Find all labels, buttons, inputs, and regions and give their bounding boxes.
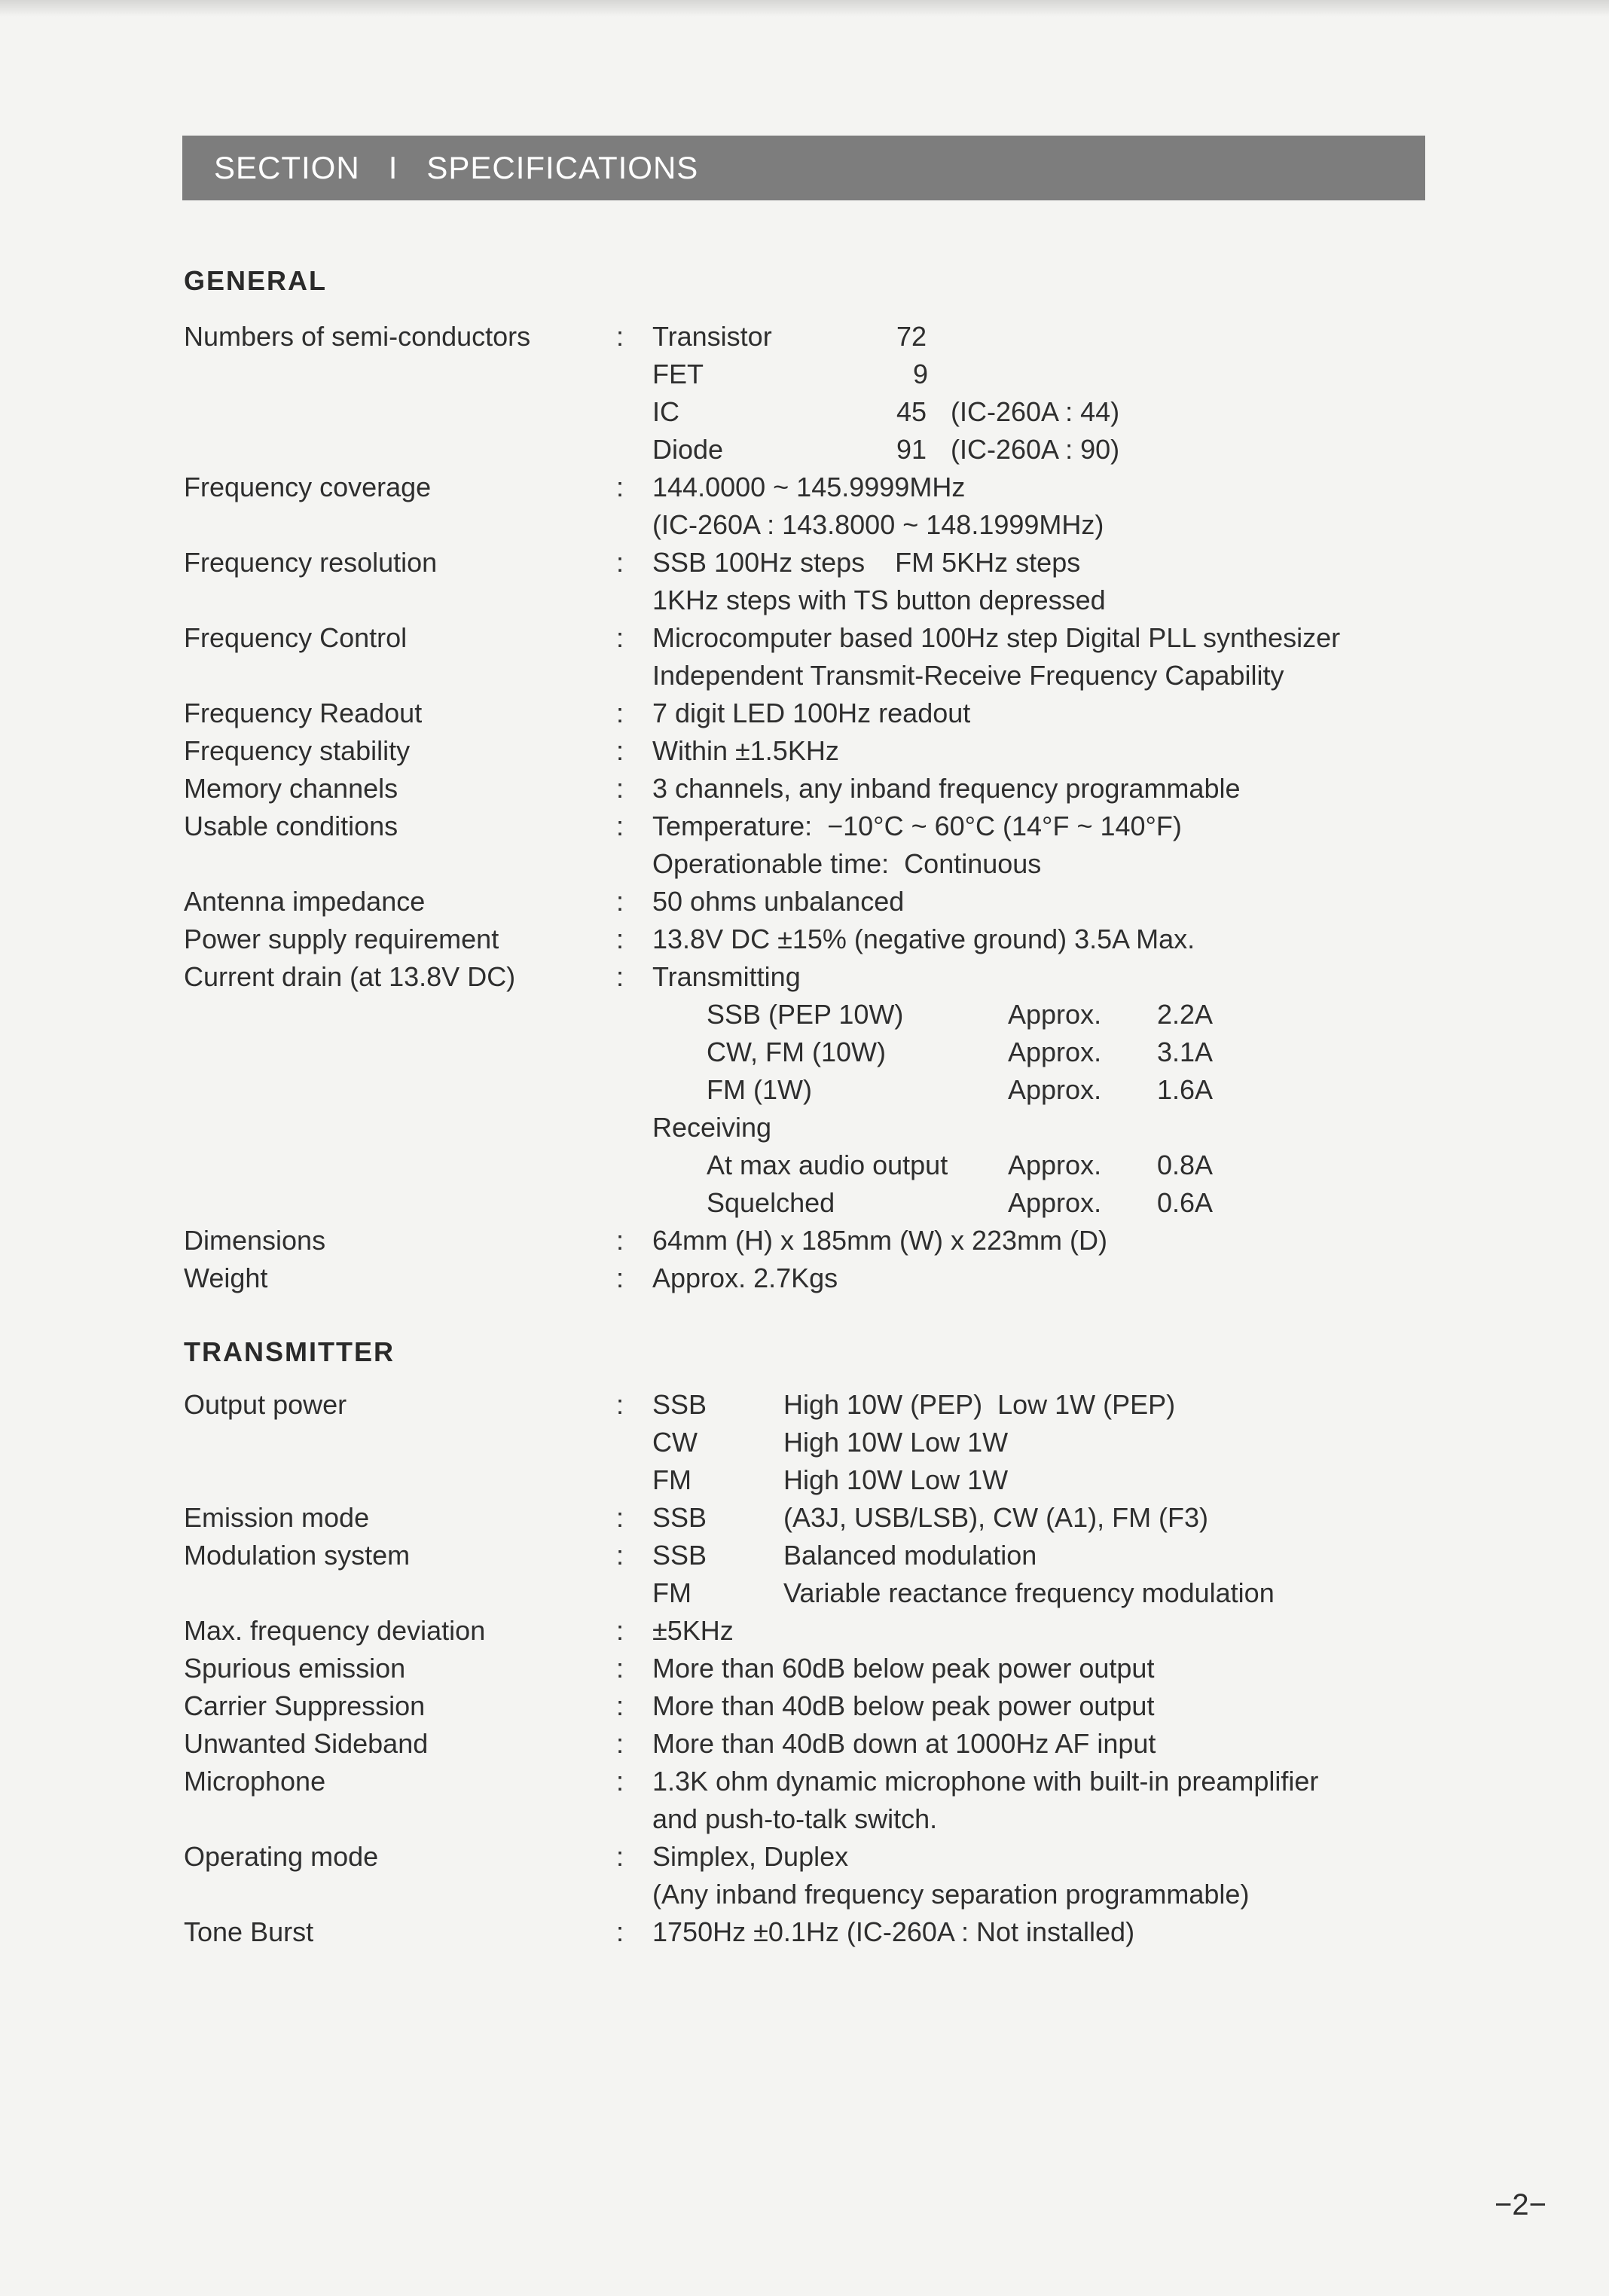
drain-mode: FM (1W) (707, 1074, 812, 1105)
mode-code: FM (652, 1577, 692, 1608)
spec-value: More than 60dB below peak power output (652, 1653, 1155, 1684)
colon: : (616, 1262, 624, 1293)
spec-value: 13.8V DC ±15% (negative ground) 3.5A Max. (652, 924, 1195, 954)
colon: : (616, 1225, 624, 1256)
spec-value: Approx. 2.7Kgs (652, 1262, 838, 1293)
colon: : (616, 1916, 624, 1947)
mode-code: SSB (652, 1540, 707, 1571)
section-title-bar (182, 136, 1425, 200)
spec-row-operating-mode-2 (0, 1876, 1609, 1913)
spec-label: Frequency stability (184, 735, 411, 766)
semiconductor-count: 72 (896, 321, 927, 352)
spec-value: Transmitting (652, 961, 801, 992)
spec-row-max-deviation (0, 1612, 1609, 1650)
spec-row-frequency-control-2 (0, 657, 1609, 695)
spec-label: Antenna impedance (184, 886, 426, 917)
mode-desc: High 10W Low 1W (783, 1464, 1009, 1495)
spec-label: Frequency coverage (184, 472, 432, 502)
colon: : (616, 1389, 624, 1420)
spec-value: 1.3K ohm dynamic microphone with built-in preamplifier (652, 1766, 1319, 1797)
mode-desc: (A3J, USB/LSB), CW (A1), FM (F3) (783, 1502, 1209, 1533)
semiconductor-note: (IC-260A : 44) (951, 396, 1120, 427)
spec-value: 64mm (H) x 185mm (W) x 223mm (D) (652, 1225, 1108, 1256)
spec-value: Independent Transmit-Receive Frequency Capability (652, 660, 1284, 691)
drain-amps: 0.8A (1157, 1150, 1214, 1180)
spec-value: 1750Hz ±0.1Hz (IC-260A : Not installed) (652, 1916, 1135, 1947)
drain-amps: 0.6A (1157, 1187, 1214, 1218)
drain-mode: Squelched (707, 1187, 835, 1218)
colon: : (616, 1841, 624, 1872)
spec-label: Dimensions (184, 1225, 326, 1256)
colon: : (616, 1653, 624, 1684)
modulation-system-fm (0, 1574, 1609, 1612)
drain-amps: 1.6A (1157, 1074, 1214, 1105)
drain-approx: Approx. (1008, 1150, 1102, 1180)
mode-code: FM (652, 1464, 692, 1495)
colon: : (616, 698, 624, 728)
colon: : (616, 1766, 624, 1797)
semiconductor-name: Transistor (652, 321, 772, 352)
spec-label: Carrier Suppression (184, 1690, 426, 1721)
spec-row-modulation-system (0, 1537, 1609, 1574)
spec-label: Usable conditions (184, 811, 398, 841)
general-heading: GENERAL (184, 265, 328, 296)
drain-approx: Approx. (1008, 1037, 1102, 1067)
output-power-cw (0, 1424, 1609, 1461)
section-title: SECTION I SPECIFICATIONS (214, 150, 699, 185)
spec-row-frequency-readout (0, 695, 1609, 732)
colon: : (616, 773, 624, 804)
spec-value: Simplex, Duplex (652, 1841, 849, 1872)
spec-value: 1KHz steps with TS button depressed (652, 585, 1106, 615)
spec-label: Frequency Readout (184, 698, 423, 728)
current-drain-rx-row (0, 1146, 1609, 1184)
colon: : (616, 1540, 624, 1571)
spec-row-microphone-2 (0, 1800, 1609, 1838)
spec-value: 50 ohms unbalanced (652, 886, 905, 917)
colon: : (616, 961, 624, 992)
spec-label: Unwanted Sideband (184, 1728, 429, 1759)
spec-value: Microcomputer based 100Hz step Digital PLL synthesizer (652, 622, 1341, 653)
drain-approx: Approx. (1008, 1187, 1102, 1218)
colon: : (616, 1690, 624, 1721)
colon: : (616, 321, 624, 352)
colon: : (616, 622, 624, 653)
drain-approx: Approx. (1008, 1074, 1102, 1105)
current-drain-tx-row (0, 996, 1609, 1034)
mode-code: SSB (652, 1502, 707, 1533)
spec-row-frequency-resolution (0, 544, 1609, 582)
spec-row-frequency-resolution-2 (0, 582, 1609, 619)
colon: : (616, 472, 624, 502)
current-drain-tx-row (0, 1034, 1609, 1071)
semiconductor-name: IC (652, 396, 679, 427)
mode-code: CW (652, 1427, 698, 1458)
spec-label: Power supply requirement (184, 924, 499, 954)
spec-value: and push-to-talk switch. (652, 1803, 938, 1834)
spec-label: Tone Burst (184, 1916, 314, 1947)
drain-mode: CW, FM (10W) (707, 1037, 886, 1067)
spec-row-spurious-emission (0, 1650, 1609, 1687)
mode-code: SSB (652, 1389, 707, 1420)
spec-value: Receiving (652, 1112, 772, 1143)
mode-desc: High 10W (PEP) Low 1W (PEP) (783, 1389, 1176, 1420)
drain-amps: 2.2A (1157, 999, 1214, 1030)
spec-row-frequency-control (0, 619, 1609, 657)
spec-row-semiconductors-diode (0, 431, 1609, 469)
colon: : (616, 811, 624, 841)
spec-label: Output power (184, 1389, 347, 1420)
colon: : (616, 1502, 624, 1533)
spec-row-semiconductors-ic (0, 393, 1609, 431)
drain-amps: 3.1A (1157, 1037, 1214, 1067)
semiconductor-count: 9 (913, 359, 929, 389)
spec-row-usable-conditions (0, 808, 1609, 845)
semiconductor-count: 45 (896, 396, 927, 427)
spec-label: Emission mode (184, 1502, 370, 1533)
spec-label: Operating mode (184, 1841, 379, 1872)
spec-label: Microphone (184, 1766, 326, 1797)
mode-desc: High 10W Low 1W (783, 1427, 1009, 1458)
colon: : (616, 1728, 624, 1759)
spec-label: Memory channels (184, 773, 398, 804)
drain-mode: SSB (PEP 10W) (707, 999, 904, 1030)
spec-label: Spurious emission (184, 1653, 406, 1684)
colon: : (616, 924, 624, 954)
spec-row-output-power (0, 1386, 1609, 1424)
spec-row-usable-conditions-2 (0, 845, 1609, 883)
spec-value: 3 channels, any inband frequency programmable (652, 773, 1241, 804)
spec-row-current-drain (0, 958, 1609, 996)
spec-row-frequency-coverage-2 (0, 506, 1609, 544)
drain-approx: Approx. (1008, 999, 1102, 1030)
colon: : (616, 735, 624, 766)
spec-row-microphone (0, 1763, 1609, 1800)
spec-row-antenna-impedance (0, 883, 1609, 921)
current-drain-tx-row (0, 1071, 1609, 1109)
spec-value: 7 digit LED 100Hz readout (652, 698, 971, 728)
spec-label: Numbers of semi-conductors (184, 321, 531, 352)
colon: : (616, 886, 624, 917)
transmitter-heading: TRANSMITTER (184, 1336, 395, 1367)
spec-row-power-supply (0, 921, 1609, 958)
spec-value: More than 40dB below peak power output (652, 1690, 1155, 1721)
semiconductor-name: Diode (652, 434, 724, 465)
colon: : (616, 1615, 624, 1646)
colon: : (616, 547, 624, 578)
spec-label: Frequency Control (184, 622, 408, 653)
current-drain-receiving (0, 1109, 1609, 1146)
spec-row-unwanted-sideband (0, 1725, 1609, 1763)
spec-value: ±5KHz (652, 1615, 734, 1646)
spec-value: 144.0000 ~ 145.9999MHz (652, 472, 966, 502)
mode-desc: Variable reactance frequency modulation (783, 1577, 1275, 1608)
spec-row-dimensions (0, 1222, 1609, 1259)
semiconductor-count: 91 (896, 434, 927, 465)
spec-row-emission-mode (0, 1499, 1609, 1537)
spec-label: Modulation system (184, 1540, 411, 1571)
output-power-fm (0, 1461, 1609, 1499)
spec-value: (IC-260A : 143.8000 ~ 148.1999MHz) (652, 509, 1104, 540)
spec-row-frequency-coverage (0, 469, 1609, 506)
semiconductor-name: FET (652, 359, 704, 389)
spec-row-operating-mode (0, 1838, 1609, 1876)
drain-mode: At max audio output (707, 1150, 948, 1180)
spec-label: Current drain (at 13.8V DC) (184, 961, 516, 992)
spec-value: SSB 100Hz steps FM 5KHz steps (652, 547, 1081, 578)
spec-value: Within ±1.5KHz (652, 735, 839, 766)
spec-label: Weight (184, 1262, 268, 1293)
spec-row-weight (0, 1259, 1609, 1297)
spec-row-frequency-stability (0, 732, 1609, 770)
spec-value: More than 40dB down at 1000Hz AF input (652, 1728, 1156, 1759)
mode-desc: Balanced modulation (783, 1540, 1037, 1571)
page-number: −2− (1495, 2188, 1546, 2221)
spec-row-memory-channels (0, 770, 1609, 808)
spec-value: (Any inband frequency separation programmable) (652, 1879, 1250, 1910)
spec-row-carrier-suppression (0, 1687, 1609, 1725)
spec-row-semiconductors (0, 318, 1609, 356)
spec-value: Temperature: −10°C ~ 60°C (14°F ~ 140°F) (652, 811, 1182, 841)
current-drain-rx-row (0, 1184, 1609, 1222)
spec-label: Frequency resolution (184, 547, 438, 578)
spec-row-tone-burst (0, 1913, 1609, 1951)
semiconductor-note: (IC-260A : 90) (951, 434, 1120, 465)
spec-value: Operationable time: Continuous (652, 848, 1042, 879)
spec-label: Max. frequency deviation (184, 1615, 486, 1646)
spec-row-semiconductors-fet (0, 356, 1609, 393)
